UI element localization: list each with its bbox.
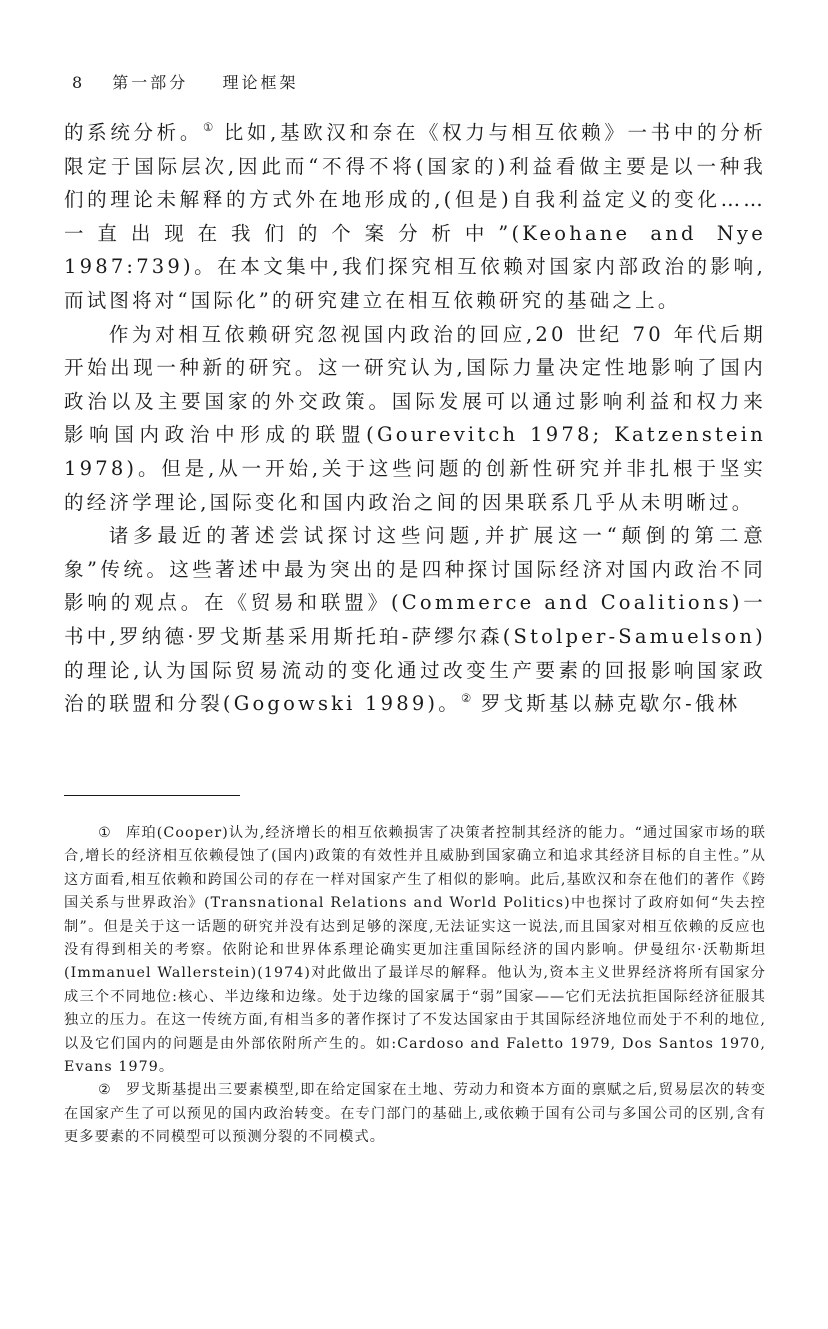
section-title: 理论框架 (222, 73, 299, 92)
footnote (64, 822, 766, 1079)
main-text (64, 116, 766, 721)
paragraph-text: 比如,基欧汉和奈在《权力与相互依赖》一书中的分析限定于国际层次,因此而“不得不将(国家的)利益看做主要是以一种我们的理论未解释的方式外在地形成的,(但是)自我利益定义的变化……一直出现在我们的个案分析中”(Keohane and Nye 1987:739)。在本文集中,我们探究相互依赖对国家内部政治的影响,而试图将对“国际化”的研究建立在相互依赖研究的基础之上。 (64, 121, 767, 312)
paragraph: 作为对相互依赖研究忽视国内政治的回应,20 世纪 70 年代后期开始出现一种新的研究。这一研究认为,国际力量决定性地影响了国内政治以及主要国家的外交政策。国际发展可以通过影响利益和权力来影响国内政治中形成的联盟(Gourevitch 1978; Katzenstein 1978)。但是,从一开始,关于这些问题的创新性研究并非扎根于坚实的经济学理论,国际变化和国内政治之间的因果联系几乎从未明晰过。 (64, 322, 766, 514)
paragraph-text: 罗戈斯基以赫克歇尔-俄林 (480, 692, 741, 716)
page-number: 8 (72, 73, 83, 92)
paragraph (64, 116, 766, 318)
paragraph (64, 519, 766, 721)
footnote-text: 罗戈斯基提出三要素模型,即在给定国家在土地、劳动力和资本方面的禀赋之后,贸易层次的转变在国家产生了可以预见的国内政治转变。在专门部门的基础上,或依赖于国有公司与多国公司的区别,含有更多要素的不同模型可以预测分裂的不同模式。 (64, 1082, 766, 1146)
footnote-text: 库珀(Cooper)认为,经济增长的相互依赖损害了决策者控制其经济的能力。“通过国家市场的联合,增长的经济相互依赖侵蚀了(国内)政策的有效性并且威胁到国家确立和追求其经济目标的自主性。”从这方面看,相互依赖和跨国公司的存在一样对国家产生了相似的影响。此后,基欧汉和奈在他们的著作《跨国关系与世界政治》(Transnational Relations and World Politics)中也探讨了政府如何“失去控制”。但是关于这一话题的研究并没有达到足够的深度,无法证实这一说法,而且国家对相互依赖的反应也没有得到相关的考察。依附论和世界体系理论确实更加注重国际经济的国内影响。伊曼纽尔·沃勒斯坦(Immanuel Wallerstein)(1974)对此做出了最详尽的解释。他认为,资本主义世界经济将所有国家分成三个不同地位:核心、半边缘和边缘。处于边缘的国家属于“弱”国家——它们无法抗拒国际经济征服其独立的压力。在这一传统方面,有相当多的著作探讨了不发达国家由于其国际经济地位而处于不利的地位,以及它们国内的问题是由外部依附所产生的。如:Cardoso and Faletto 1979, Dos Santos 1970, Evans 1979。 (64, 825, 766, 1076)
paragraph-text: 诸多最近的著述尝试探讨这些问题,并扩展这一“颠倒的第二意象”传统。这些著述中最为突出的是四种探讨国际经济对国内政治不同影响的观点。在《贸易和联盟》(Commerce and Coalitions)一书中,罗纳德·罗戈斯基采用斯托珀-萨缪尔森(Stolper-Samuelson)的理论,认为国际贸易流动的变化通过改变生产要素的回报影响国家政治的联盟和分裂(Gogowski 1989)。 (64, 524, 766, 716)
footnote (64, 1079, 766, 1149)
footnotes (64, 822, 766, 1150)
footnote-divider (64, 795, 240, 796)
paragraph-text: 的系统分析。 (64, 121, 203, 144)
footnote-mark: ② (98, 1082, 112, 1099)
footnote-mark: ① (98, 825, 112, 841)
footnote-ref-2: ② (460, 690, 472, 705)
running-head (72, 70, 299, 93)
part-title: 第一部分 (112, 73, 189, 92)
footnote-ref-1: ① (203, 119, 214, 134)
